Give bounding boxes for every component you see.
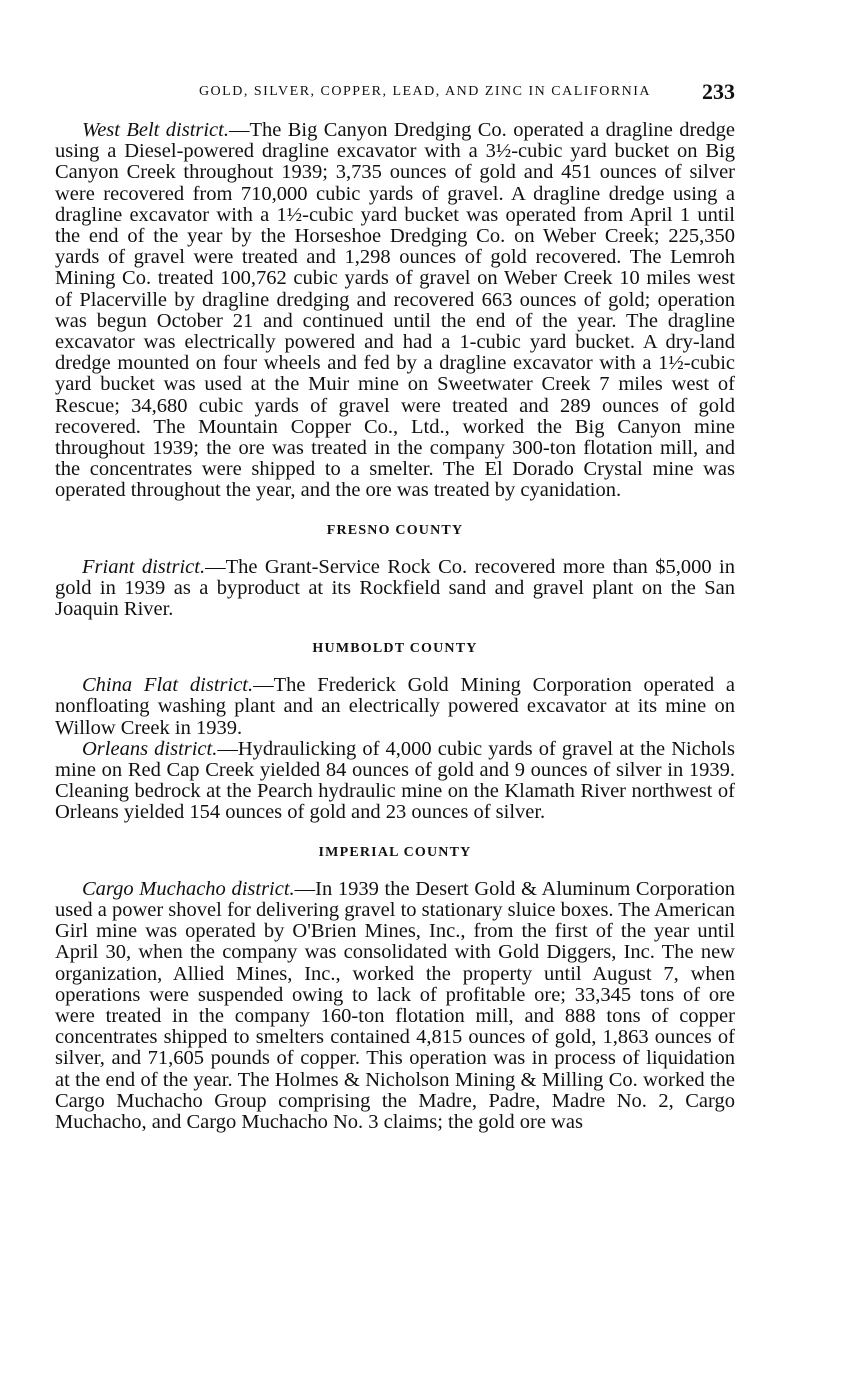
district-name-west-belt: West Belt district. bbox=[82, 119, 229, 141]
paragraph-text-west-belt: —The Big Canyon Dredging Co. operated a dragline dredge using a Diesel-powered dragline excavator with a 3½-cubic yard bucket on Big Canyon Creek throughout 1939; 3,735 ounces of gold and 451 ounces of silver were recovered from 710,000 cubic yards of gravel. A dragline dredge using a dragline excavator with a 1½-cubic yard bucket was operated from April 1 until the end of the year by the Horseshoe Dredging Co. on Weber Creek; 225,350 yards of gravel were treated and 1,298 ounces of gold recovered. The Lemroh Mining Co. treated 100,762 cubic yards of gravel on Weber Creek 10 miles west of Placerville by dragline dredging and recovered 663 ounces of gold; operation was begun October 21 and continued until the end of the year. The dragline excavator was electrically powered and had a 1-cubic yard bucket. A dry-land dredge mounted on four wheels and fed by a dragline excavator with a 1½-cubic yard bucket was used at the Muir mine on Sweetwater Creek 7 miles west of Rescue; 34,680 cubic yards of gravel were treated and 289 ounces of gold recovered. The Mountain Copper Co., Ltd., worked the Big Canyon mine throughout 1939; the ore was treated in the company 300-ton flotation mill, and the concentrates were shipped to a smelter. The El Dorado Crystal mine was operated throughout the year, and the ore was treated by cyanidation. bbox=[55, 119, 735, 502]
heading-humboldt-county: HUMBOLDT COUNTY bbox=[312, 641, 478, 657]
paragraph-west-belt bbox=[55, 120, 735, 502]
district-name-china-flat: China Flat district. bbox=[82, 674, 254, 697]
paragraph-china-flat bbox=[55, 675, 735, 739]
running-head bbox=[55, 76, 735, 108]
paragraph-text-orleans: —Hydraulicking of 4,000 cubic yards of gravel at the Nichols mine on Red Cap Creek yielded 84 ounces of gold and 9 ounces of silver in 1939. Cleaning bedrock at the Pearch hydraulic mine on the Klamath River northwest of Orleans yielded 154 ounces of gold and 23 ounces of silver. bbox=[55, 737, 735, 824]
paragraph-cargo-muchacho bbox=[55, 879, 735, 1133]
district-name-cargo-muchacho: Cargo Muchacho district. bbox=[82, 877, 295, 900]
paragraph-text-friant: —The Grant-Service Rock Co. recovered more than $5,000 in gold in 1939 as a byproduct at its Rockfield sand and gravel plant on the San Joaquin River. bbox=[55, 555, 735, 621]
paragraph-text-china-flat: —The Frederick Gold Mining Corporation operated a nonfloating washing plant and an electrically powered excavator at its mine on Willow Creek in 1939. bbox=[55, 674, 735, 739]
paragraph-text-cargo-muchacho: —In 1939 the Desert Gold & Aluminum Corporation used a power shovel for delivering gravel to stationary sluice boxes. The American Girl mine was operated by O'Brien Mines, Inc., from the first of the year until April 30, when the company was consolidated with Gold Diggers, Inc. The new organization, Allied Mines, Inc., worked the property until August 7, when operations were suspended owing to lack of profitable ore; 33,345 tons of ore were treated in the company 160-ton flotation mill, and 888 tons of copper concentrates shipped to smelters contained 4,815 ounces of gold, 1,863 ounces of silver, and 71,605 pounds of copper. This operation was in process of liquidation at the end of the year. The Holmes & Nicholson Mining & Milling Co. worked the Cargo Muchacho Group comprising the Madre, Padre, Madre No. 2, Cargo Muchacho, and Cargo Muchacho No. 3 claims; the gold ore was bbox=[55, 877, 735, 1133]
running-head-title: GOLD, SILVER, COPPER, LEAD, AND ZINC IN CALIFORNIA bbox=[198, 84, 652, 99]
heading-fresno-county: FRESNO COUNTY bbox=[326, 522, 464, 538]
paragraph-friant bbox=[55, 557, 735, 621]
district-name-friant: Friant district. bbox=[82, 555, 206, 578]
paragraph-orleans bbox=[55, 739, 735, 824]
heading-imperial-county: IMPERIAL COUNTY bbox=[318, 844, 472, 860]
document-page bbox=[55, 76, 735, 1133]
page-number: 233 bbox=[702, 79, 735, 104]
district-name-orleans: Orleans district. bbox=[82, 737, 218, 760]
